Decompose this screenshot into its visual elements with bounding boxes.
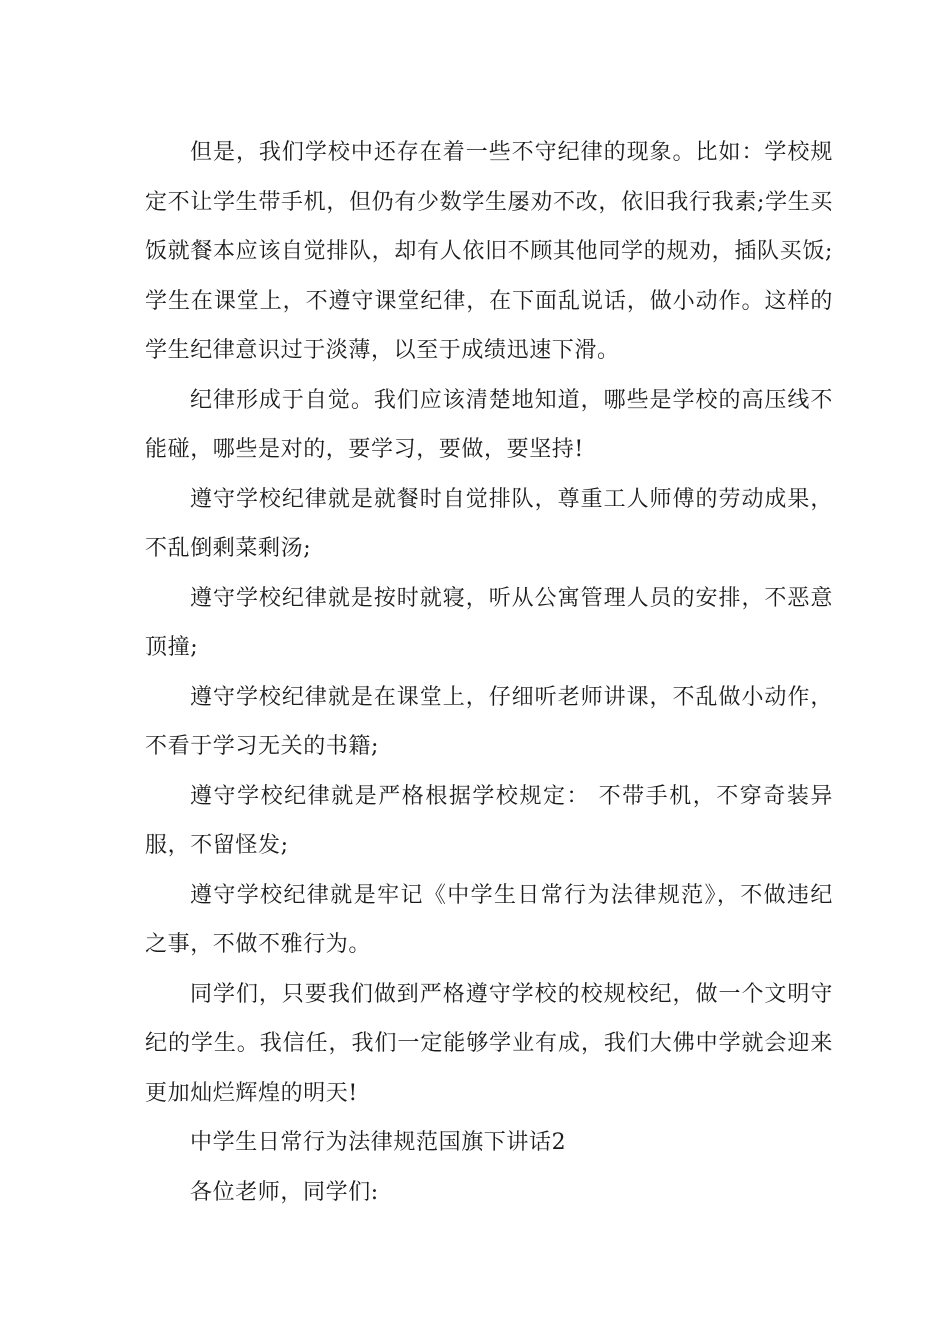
paragraph-classroom: 遵守学校纪律就是在课堂上，仔细听老师讲课，不乱做小动作，不看于学习无关的书籍; xyxy=(145,684,833,759)
document-body xyxy=(145,128,833,1217)
paragraph-code-of-conduct: 遵守学校纪律就是牢记《中学生日常行为法律规范》，不做违纪之事，不做不雅行为。 xyxy=(145,882,833,957)
paragraph-school-rules: 遵守学校纪律就是严格根据学校规定： 不带手机，不穿奇装异服，不留怪发; xyxy=(145,783,833,858)
salutation: 各位老师，同学们: xyxy=(190,1179,379,1205)
section-heading: 中学生日常行为法律规范国旗下讲话2 xyxy=(190,1130,567,1155)
paragraph-discipline-issues: 但是，我们学校中还存在着一些不守纪律的现象。比如：学校规定不让学生带手机，但仍有少数学生屡劝不改，依旧我行我素;学生买饭就餐本应该自觉排队，却有人依旧不顾其他同学的规劝，插队买饭;学生在课堂上，不遵守课堂纪律，在下面乱说话，做小动作。这样的学生纪律意识过于淡薄，以至于成绩迅速下滑。 xyxy=(145,140,833,363)
paragraph-dining-queue: 遵守学校纪律就是就餐时自觉排队，尊重工人师傅的劳动成果，不乱倒剩菜剩汤; xyxy=(145,486,833,561)
paragraph-self-discipline: 纪律形成于自觉。我们应该清楚地知道，哪些是学校的高压线不能碰，哪些是对的，要学习，要做，要坚持! xyxy=(145,387,833,462)
paragraph-conclusion: 同学们，只要我们做到严格遵守学校的校规校纪，做一个文明守纪的学生。我信任，我们一定能够学业有成，我们大佛中学就会迎来更加灿烂辉煌的明天! xyxy=(145,981,833,1106)
paragraph-bedtime: 遵守学校纪律就是按时就寝，听从公寓管理人员的安排，不恶意顶撞; xyxy=(145,585,833,660)
